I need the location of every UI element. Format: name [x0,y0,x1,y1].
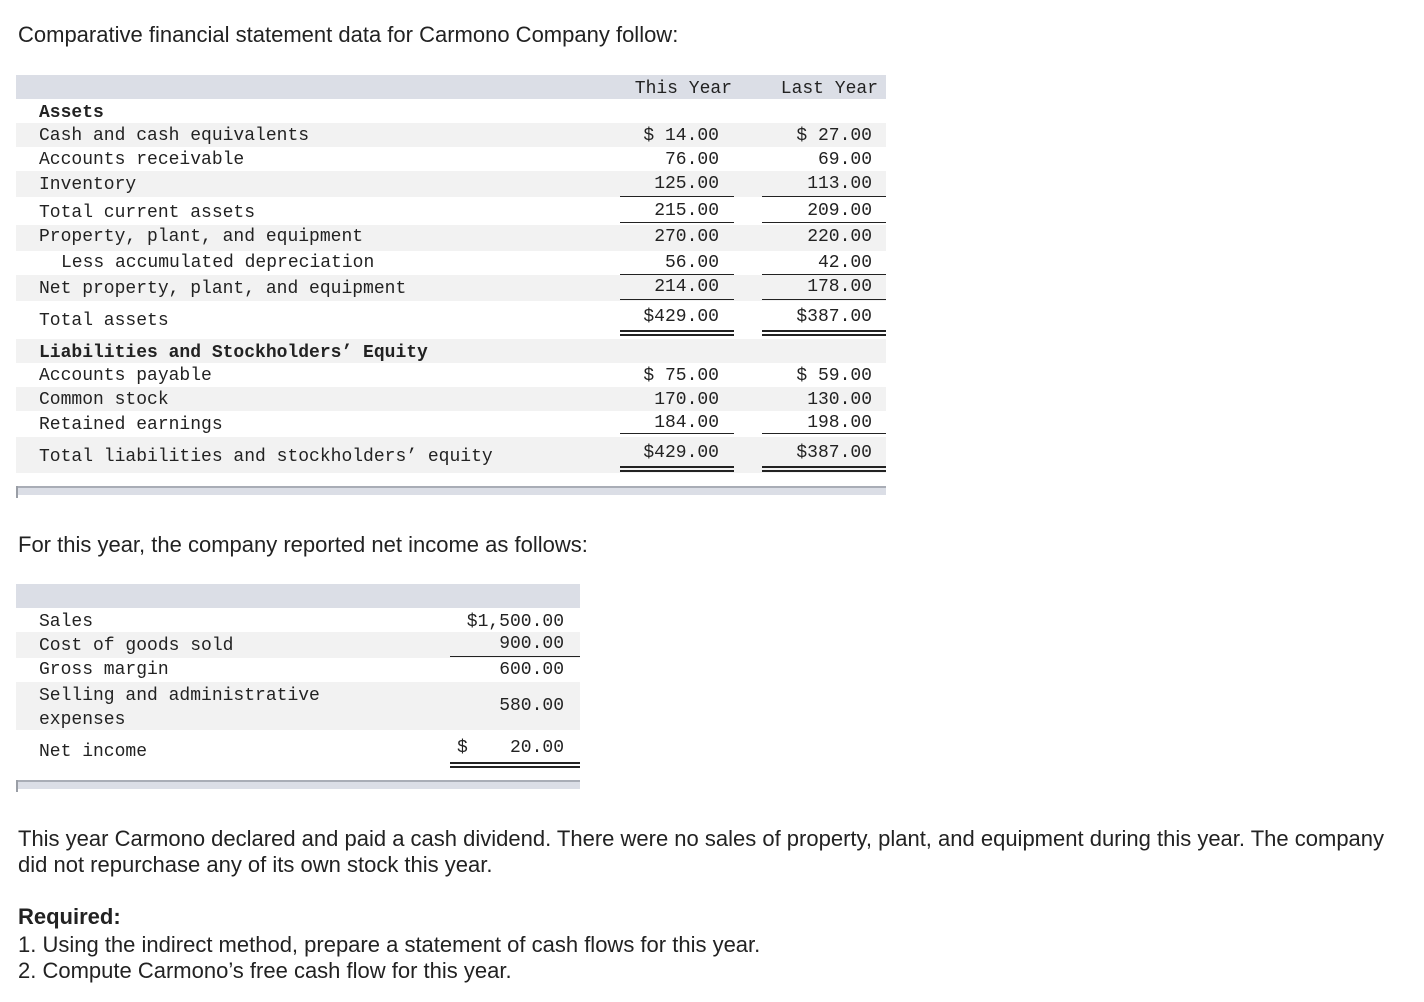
underline [762,433,886,434]
table-row [16,437,886,473]
table-header-band [16,584,580,608]
row-label: Accounts payable [39,366,212,386]
cell-this-year: $ 75.00 [643,366,719,386]
row-label: Total liabilities and stockholders’ equity [39,447,493,467]
balance-sheet-table [16,75,886,495]
col-last-year-header: Last Year [780,79,878,99]
row-label: Inventory [39,175,137,195]
table-footer-tick [16,486,18,498]
double-underline [762,330,886,336]
row-label: Accounts receivable [39,150,245,170]
table-row [16,339,886,363]
row-label: Gross margin [39,660,169,680]
underline [620,433,734,434]
table-row [16,123,886,147]
assets-heading: Assets [39,103,104,123]
table-footer-band [16,486,886,495]
cell-value: 900.00 [499,634,564,654]
table-footer-band [16,780,580,789]
table-row [16,301,886,337]
double-underline [620,466,734,472]
dollar-sign: $ [457,738,468,758]
liabilities-heading: Liabilities and Stockholders’ Equity [39,343,428,363]
row-label: Cash and cash equivalents [39,126,310,146]
row-label: Retained earnings [39,415,223,435]
double-underline [620,330,734,336]
underline [762,222,886,223]
cell-this-year: 125.00 [654,174,719,194]
required-heading: Required: [18,904,121,929]
table-row [16,608,580,632]
table-row [16,99,886,123]
row-label: Total assets [39,311,169,331]
intro-text: Comparative financial statement data for Carmono Company follow: [18,22,679,47]
table-row [16,251,886,275]
table-row [16,411,886,437]
cell-last-year: 69.00 [817,150,872,170]
underline [762,196,886,197]
cell-last-year: 178.00 [807,277,872,297]
cell-last-year: 198.00 [807,413,872,433]
double-underline [762,466,886,472]
cell-this-year: $429.00 [643,307,719,327]
cell-last-year: 113.00 [807,174,872,194]
table-row [16,682,580,730]
income-statement-table [16,584,580,790]
cell-value: 580.00 [499,696,564,716]
underline [620,299,734,300]
table-row [16,632,580,658]
row-label: Common stock [39,390,169,410]
cell-value: 20.00 [509,738,564,758]
cell-this-year: $429.00 [643,443,719,463]
cell-value: 600.00 [499,660,564,680]
cell-last-year: 130.00 [807,390,872,410]
cell-this-year: 215.00 [654,201,719,221]
table-row [16,147,886,171]
row-label: Total current assets [39,203,256,223]
row-label: Less accumulated depreciation [61,253,375,273]
cell-value: $1,500.00 [466,612,564,632]
required-item-2: 2. Compute Carmono’s free cash flow for this year. [18,958,512,983]
underline [450,656,580,657]
required-list [18,932,760,984]
dividend-paragraph: This year Carmono declared and paid a cash dividend. There were no sales of property, plant, and equipment during this year. The company did not repurchase any of its own stock this year. [18,826,1385,877]
cell-last-year: 42.00 [817,253,872,273]
cell-last-year: $ 59.00 [796,366,872,386]
row-label: Net property, plant, and equipment [39,279,407,299]
row-label: Cost of goods sold [39,636,234,656]
table-row [16,225,886,251]
cell-this-year: $ 14.00 [643,126,719,146]
table-row [16,171,886,197]
table-header-band [16,75,886,99]
required-item-1: 1. Using the indirect method, prepare a statement of cash flows for this year. [18,932,761,957]
cell-last-year: 220.00 [807,227,872,247]
cell-this-year: 76.00 [664,150,719,170]
row-label: Sales [39,612,94,632]
double-underline [450,762,580,768]
row-label: Selling and administrative expenses [39,686,320,730]
cell-this-year: 184.00 [654,413,719,433]
col-this-year-header: This Year [634,79,732,99]
cell-this-year: 214.00 [654,277,719,297]
row-label: Net income [39,742,148,762]
underline [620,196,734,197]
table-row [16,275,886,301]
underline [620,222,734,223]
cell-this-year: 56.00 [664,253,719,273]
table-row [16,199,886,225]
cell-this-year: 270.00 [654,227,719,247]
income-intro-text: For this year, the company reported net income as follows: [18,532,588,557]
table-row [16,387,886,411]
cell-last-year: $ 27.00 [796,126,872,146]
underline [762,299,886,300]
table-row [16,658,580,682]
row-label: Property, plant, and equipment [39,227,364,247]
cell-this-year: 170.00 [654,390,719,410]
table-footer-tick [16,780,18,792]
cell-last-year: 209.00 [807,201,872,221]
cell-last-year: $387.00 [796,307,872,327]
cell-last-year: $387.00 [796,443,872,463]
table-row [16,363,886,387]
